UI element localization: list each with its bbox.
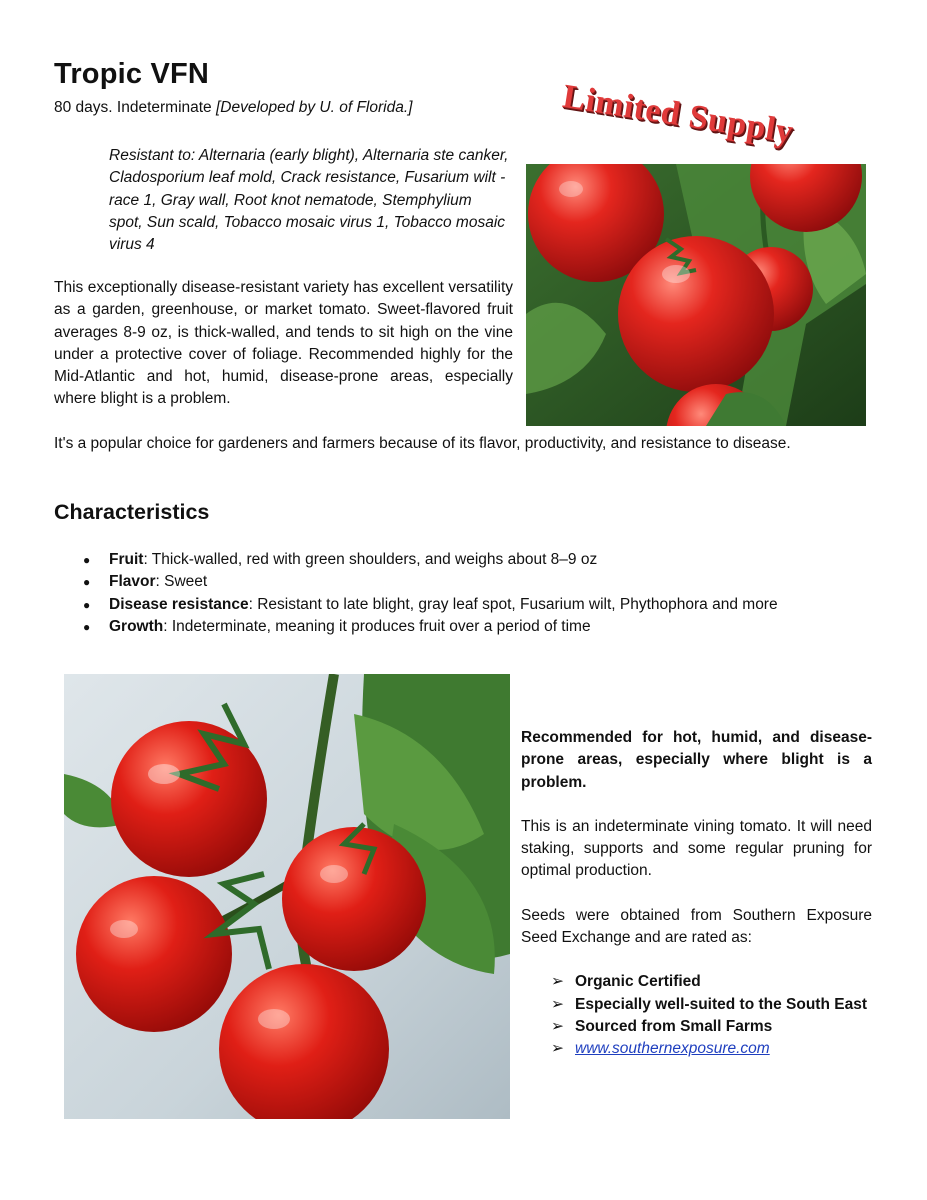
characteristics-list (83, 549, 778, 638)
list-item (83, 571, 778, 593)
rating-label: Organic Certified (575, 973, 701, 991)
tomato-photo-top (526, 164, 866, 426)
days-habit: 80 days. Indeterminate (54, 99, 212, 116)
item-label: Flavor (109, 573, 156, 591)
resistance-list: Resistant to: Alternaria (early blight), Alternaria ste canker, Cladosporium leaf mold, Crack resistance, Fusarium wilt - race 1, Gray wall, Root knot nematode, Stemphylium spot, Sun scald, Tobacco mosaic virus 1, Tobacco mosaic virus 4 (109, 147, 509, 254)
arrow-icon: ➢ (551, 1017, 564, 1035)
item-label: Fruit (109, 551, 144, 568)
description-paragraph: This exceptionally disease-resistant variety has excellent versatility as a garden, greenhouse, or market tomato. Sweet-flavored fruit averages 8-9 oz, is thick-walled, and tends to sit high on the vine under a protective cover of foliage. Recommended highly for the Mid-Atlantic and hot, humid, disease-prone areas, especially where blight is a problem. (54, 279, 513, 408)
seeds-text: Seeds were obtained from Southern Exposure Seed Exchange and are rated as: (521, 906, 872, 947)
ratings-list (521, 971, 872, 1060)
bullet-icon: ● (83, 575, 91, 590)
southern-exposure-link[interactable]: www.southernexposure.com (575, 1040, 770, 1058)
developer-note: [Developed by U. of Florida.] (216, 99, 413, 116)
item-label: Disease resistance (109, 595, 249, 613)
arrow-icon: ➢ (551, 995, 564, 1013)
popular-paragraph: It's a popular choice for gardeners and farmers because of its flavor, productivity, and resistance to disease. (54, 435, 791, 452)
bullet-icon: ● (83, 597, 91, 612)
recommended-text: Recommended for hot, humid, and disease-prone areas, especially where blight is a problem. (521, 729, 872, 791)
arrow-icon: ➢ (551, 973, 564, 991)
characteristics-heading: Characteristics (54, 500, 210, 524)
vining-text: This is an indeterminate vining tomato. It will need staking, supports and some regular pruning for optimal production. (521, 817, 872, 880)
list-item (83, 594, 778, 616)
item-label: Growth (109, 617, 164, 635)
rating-label: Sourced from Small Farms (575, 1017, 773, 1035)
bullet-icon: ● (83, 553, 91, 567)
subtitle (54, 99, 412, 117)
list-item (551, 971, 872, 993)
item-text: : Sweet (155, 573, 208, 591)
list-item (551, 1016, 872, 1038)
item-text: : Thick-walled, red with green shoulders, and weighs about 8–9 oz (143, 551, 598, 568)
list-item (551, 994, 872, 1016)
limited-supply-stamp: Limited Supply (560, 78, 796, 151)
list-item (551, 1038, 872, 1060)
right-column (521, 727, 872, 1061)
list-item (83, 549, 778, 571)
item-text: : Resistant to late blight, gray leaf spot, Fusarium wilt, Phythophora and more (248, 595, 778, 613)
page-title: Tropic VFN (54, 58, 210, 90)
list-item (83, 616, 778, 638)
arrow-icon: ➢ (551, 1040, 564, 1058)
bullet-icon: ● (83, 619, 91, 634)
tomato-photo-bottom (64, 674, 510, 1119)
rating-label: Especially well-suited to the South East (575, 995, 867, 1013)
item-text: : Indeterminate, meaning it produces fruit over a period of time (163, 617, 591, 635)
